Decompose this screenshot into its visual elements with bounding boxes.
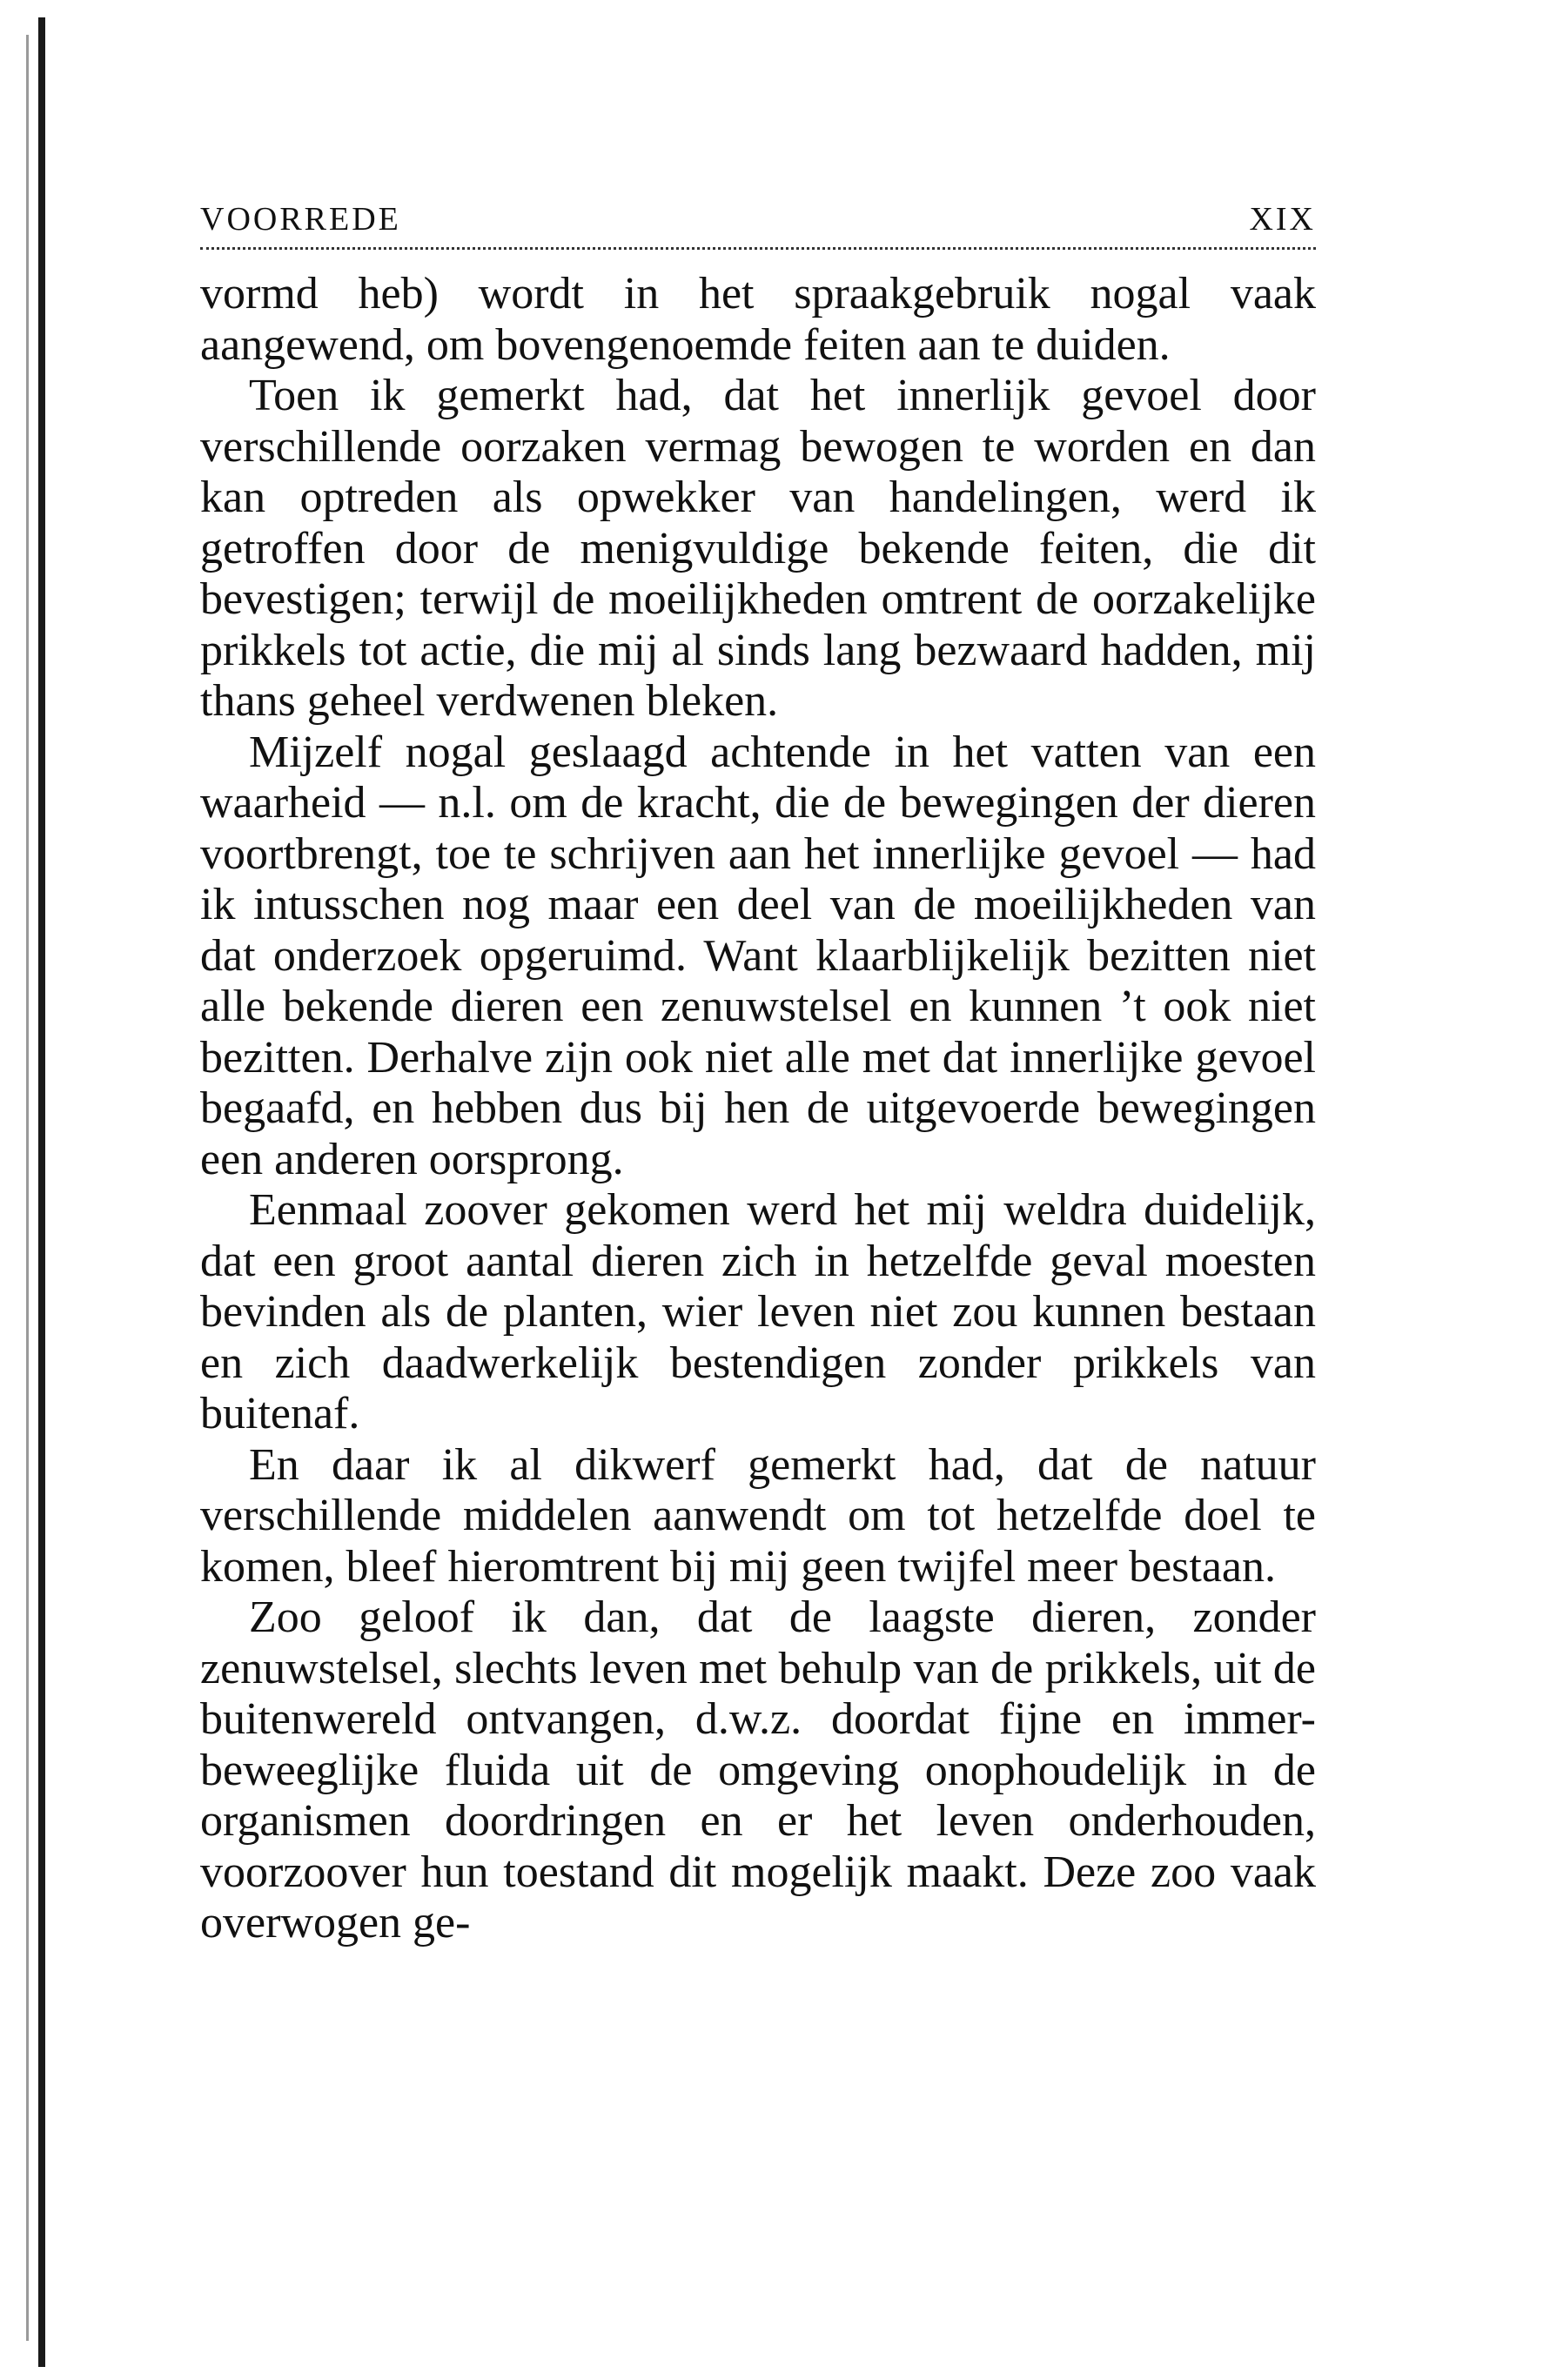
book-page — [200, 200, 1316, 1949]
book-gutter-shadow — [26, 35, 29, 2341]
book-spine-edge — [38, 17, 45, 2367]
running-head — [200, 200, 1316, 250]
body-text — [200, 269, 1316, 1949]
paragraph-6: Zoo geloof ik dan, dat de laagste dieren, zonder zenuwstelsel, slechts leven met behulp van de prikkels, uit de buitenwereld ontvangen, d.w.z. doordat fijne en immer-beweeglijke fluida uit de omgeving onophoudelijk in de organismen doordringen en er het leven onderhouden, voorzoover hun toestand dit mogelijk maakt. Deze zoo vaak overwogen ge- — [200, 1592, 1316, 1948]
running-head-title: VOORREDE — [200, 201, 401, 238]
page-number: XIX — [1249, 201, 1316, 238]
paragraph-4: Eenmaal zoover gekomen werd het mij weldra duidelijk, dat een groot aantal dieren zich in hetzelfde geval moesten bevinden als de planten, wier leven niet zou kunnen bestaan en zich daadwerkelijk bestendigen zonder prikkels van buitenaf. — [200, 1185, 1316, 1438]
paragraph-5: En daar ik al dikwerf gemerkt had, dat de natuur verschillende middelen aanwendt om tot hetzelfde doel te komen, bleef hieromtrent bij mij geen twijfel meer bestaan. — [200, 1439, 1316, 1592]
paragraph-1: vormd heb) wordt in het spraakgebruik nogal vaak aangewend, om bovengenoemde feiten aan te duiden. — [200, 269, 1316, 370]
paragraph-2: Toen ik gemerkt had, dat het innerlijk gevoel door verschillende oorzaken vermag bewogen te worden en dan kan optreden als opwekker van handelingen, werd ik getroffen door de menigvuldige bekende feiten, die dit bevestigen; terwijl de moeilijkheden omtrent de oorzakelijke prikkels tot actie, die mij al sinds lang bezwaard hadden, mij thans geheel verdwenen bleken. — [200, 371, 1316, 726]
paragraph-3: Mijzelf nogal geslaagd achtende in het vatten van een waarheid — n.l. om de kracht, die de bewegingen der dieren voortbrengt, toe te schrijven aan het innerlijke gevoel — had ik intusschen nog maar een deel van de moeilijkheden van dat onderzoek opgeruimd. Want klaarblijkelijk bezitten niet alle bekende dieren een zenuwstelsel en kunnen ’t ook niet bezitten. Derhalve zijn ook niet alle met dat innerlijke gevoel begaafd, en hebben dus bij hen de uitgevoerde bewegingen een anderen oorsprong. — [200, 727, 1316, 1184]
